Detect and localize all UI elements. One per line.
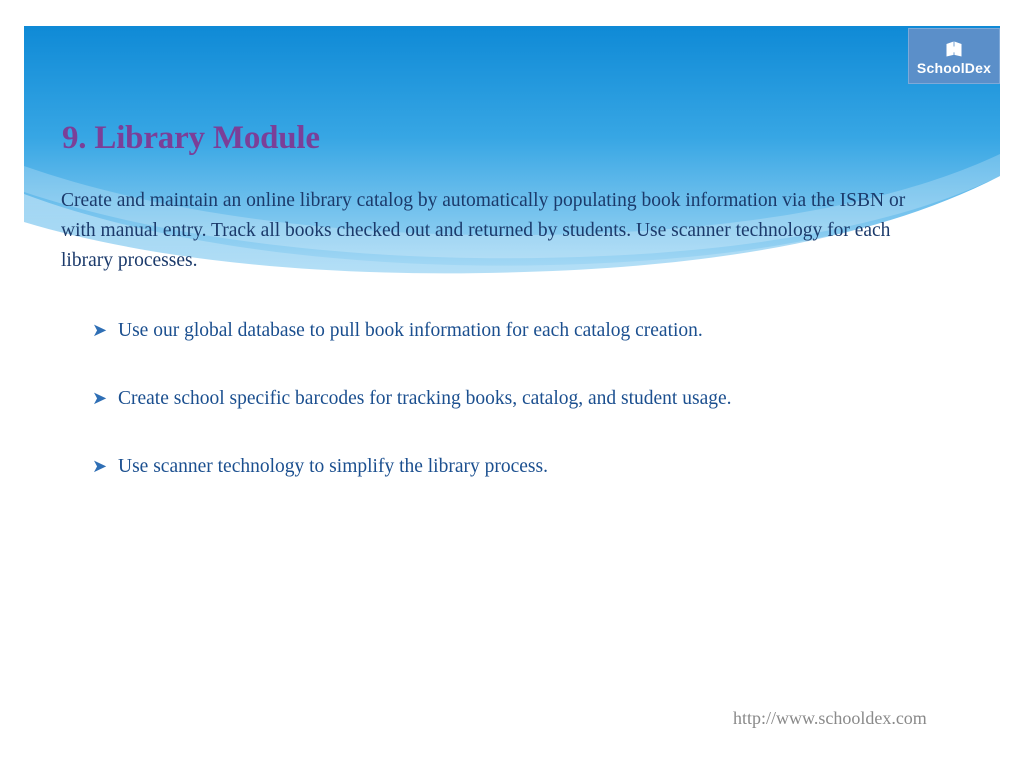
list-item: [92, 454, 992, 480]
footer-url[interactable]: http://www.schooldex.com: [733, 708, 927, 728]
list-item-label: Create school specific barcodes for tracking books, catalog, and student usage.: [118, 388, 732, 409]
list-item: [92, 318, 992, 344]
intro-paragraph: Create and maintain an online library catalog by automatically populating book information via the ISBN or with manual entry. Track all books checked out and returned by students. Use scanner technology for each library processes.: [61, 190, 906, 271]
page-title: 9. Library Module: [62, 120, 320, 156]
bullet-list: [92, 318, 992, 522]
arrow-bullet-icon: ➤: [92, 388, 108, 409]
schooldex-logo: [908, 28, 1000, 84]
arrow-bullet-icon: ➤: [92, 456, 108, 477]
logo-text: SchoolDex: [916, 59, 992, 76]
list-item-label: Use scanner technology to simplify the library process.: [118, 456, 548, 477]
book-icon: [944, 39, 964, 59]
list-item-label: Use our global database to pull book information for each catalog creation.: [118, 320, 703, 341]
list-item: [92, 386, 992, 412]
arrow-bullet-icon: ➤: [92, 320, 108, 341]
